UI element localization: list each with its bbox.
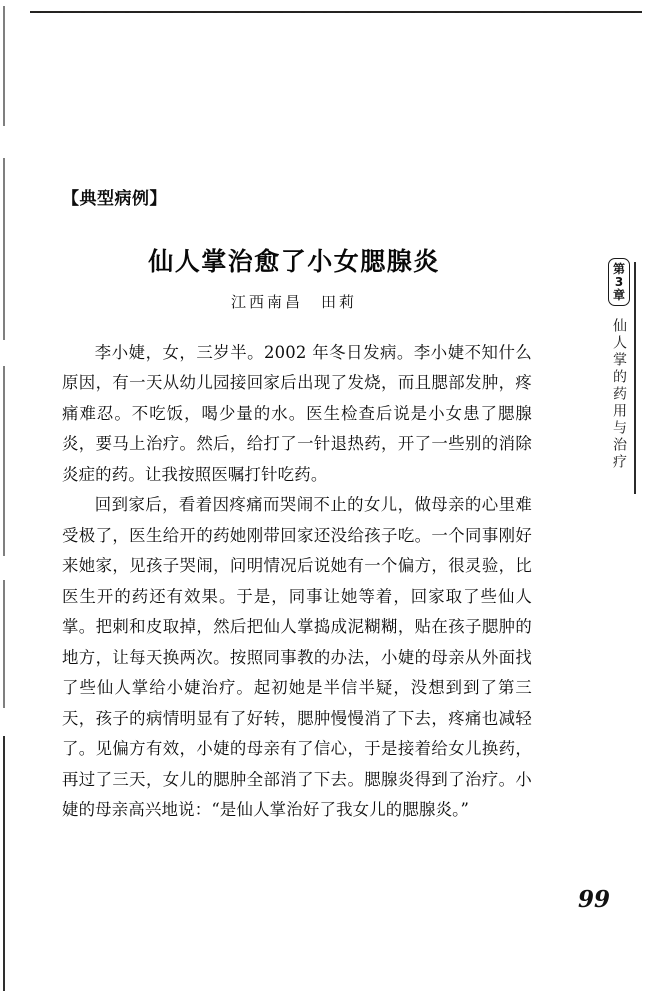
scan-artifact-left-rule <box>3 6 5 126</box>
scan-artifact-left-rule <box>3 158 5 340</box>
page-number: 99 <box>578 886 611 913</box>
scan-artifact-left-rule <box>3 736 5 991</box>
scan-artifact-left-rule <box>3 366 5 556</box>
section-label: 【典型病例】 <box>62 189 167 209</box>
chapter-title-vertical: 仙人掌的药用与治疗 <box>611 318 627 471</box>
article-body <box>62 338 532 826</box>
body-paragraph: 回到家后，看着因疼痛而哭闹不止的女儿，做母亲的心里难受极了，医生给开的药她刚带回家还没给孩子吃。一个同事刚好来她家，见孩子哭闹，问明情况后说她有一个偏方，很灵验，比医生开的药还有效果。于是，同事让她等着，回家取了些仙人掌。把刺和皮取掉，然后把仙人掌捣成泥糊糊，贴在孩子腮肿的地方，让每天换两次。按照同事教的办法，小婕的母亲从外面找了些仙人掌给小婕治疗。起初她是半信半疑，没想到到了第三天，孩子的病情明显有了好转，腮肿慢慢消了下去，疼痛也减轻了。见偏方有效，小婕的母亲有了信心，于是接着给女儿换药，再过了三天，女儿的腮肿全部消了下去。腮腺炎得到了治疗。小婕的母亲高兴地说：“是仙人掌治好了我女儿的腮腺炎。” <box>62 495 532 820</box>
chapter-suffix-label: 章 <box>612 287 625 302</box>
side-tab-rule <box>634 262 636 494</box>
article-title: 仙人掌治愈了小女腮腺炎 <box>148 246 440 276</box>
body-paragraph: 李小婕，女，三岁半。2002 年冬日发病。李小婕不知什么原因，有一天从幼儿园接回家后出现了发烧，而且腮部发肿，疼痛难忍。不吃饭，喝少量的水。医生检查后说是小女患了腮腺炎，要马上治疗。然后，给打了一针退热药，开了一些别的消除炎症的药。让我按照医嘱打针吃药。 <box>62 342 532 484</box>
chapter-prefix-label: 第 <box>612 261 625 276</box>
article-byline: 江西南昌 田莉 <box>230 292 357 311</box>
scan-artifact-top-rule <box>30 11 642 13</box>
chapter-number-badge <box>608 258 630 306</box>
chapter-number-label: 3 <box>614 274 624 289</box>
scan-artifact-left-rule <box>3 580 5 708</box>
page-content-column <box>62 190 532 826</box>
